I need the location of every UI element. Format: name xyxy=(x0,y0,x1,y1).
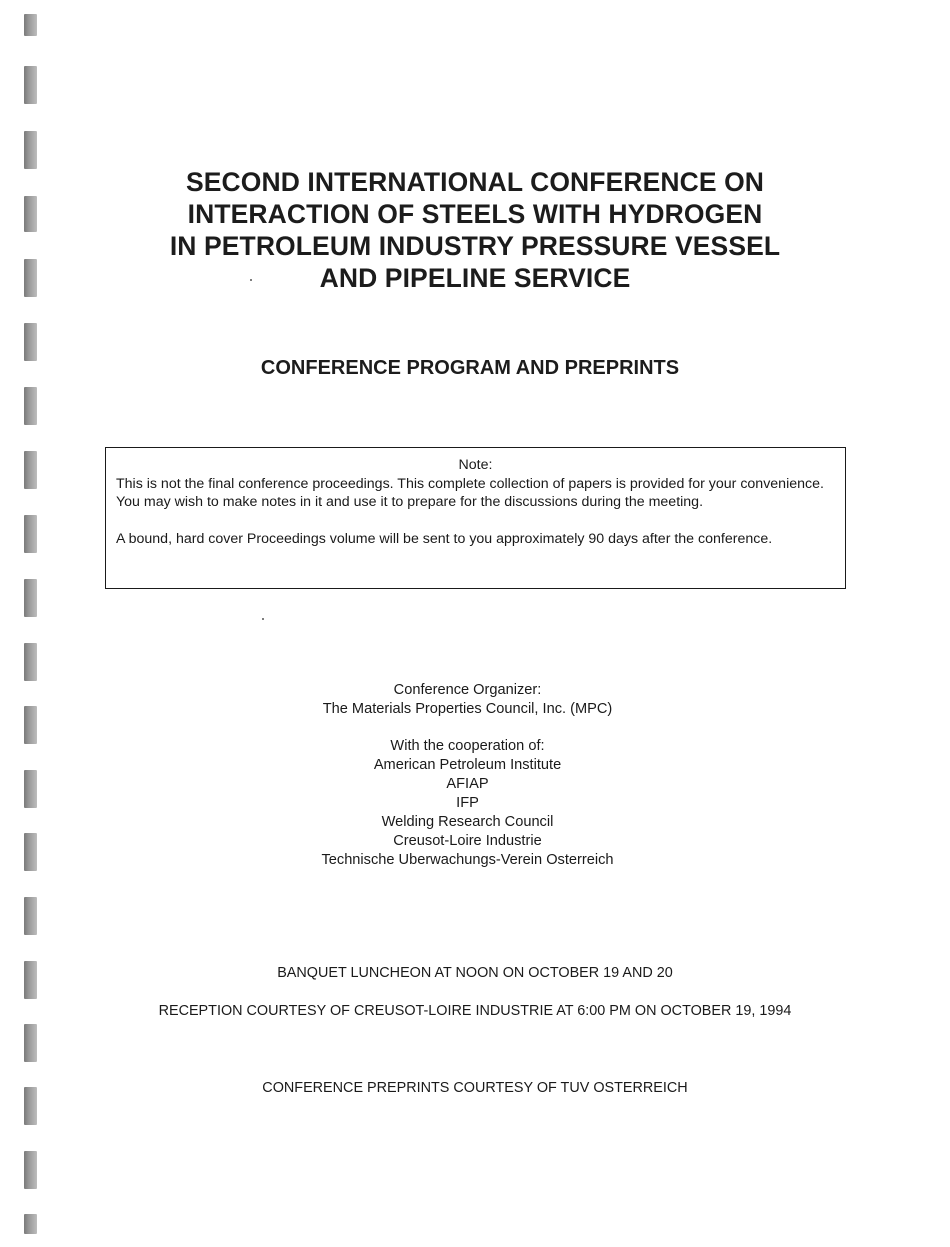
cooperation-label: With the cooperation of: xyxy=(390,738,545,754)
title-line: AND PIPELINE SERVICE xyxy=(319,263,631,293)
binding-hole xyxy=(24,196,37,232)
title-line: INTERACTION OF STEELS WITH HYDROGEN xyxy=(187,199,763,229)
binding-hole xyxy=(24,131,37,169)
cooperator-item: Creusot-Loire Industrie xyxy=(393,833,542,849)
conference-title xyxy=(130,166,820,294)
binding-hole xyxy=(24,323,37,361)
binding-hole xyxy=(24,259,37,297)
reception-notice: RECEPTION COURTESY OF CREUSOT-LOIRE INDUSTRIE AT 6:00 PM ON OCTOBER 19, 1994 xyxy=(158,1003,792,1019)
cooperator-item: AFIAP xyxy=(446,776,489,792)
binding-hole xyxy=(24,66,37,104)
title-line: IN PETROLEUM INDUSTRY PRESSURE VESSEL xyxy=(169,231,781,261)
organizer-block xyxy=(200,681,735,870)
preprints-notice: CONFERENCE PREPRINTS COURTESY OF TUV OSTERREICH xyxy=(262,1080,688,1096)
organizer-name: The Materials Properties Council, Inc. (MPC) xyxy=(322,701,613,717)
banquet-notice: BANQUET LUNCHEON AT NOON ON OCTOBER 19 AND 20 xyxy=(277,965,673,981)
binding-hole xyxy=(24,1214,37,1234)
binding-hole xyxy=(24,1151,37,1189)
note-heading: Note: xyxy=(458,457,493,473)
note-box xyxy=(105,447,846,589)
cooperator-item: American Petroleum Institute xyxy=(373,757,562,773)
binding-hole xyxy=(24,770,37,808)
scan-speck xyxy=(250,279,252,281)
binding-hole xyxy=(24,706,37,744)
program-subtitle: CONFERENCE PROGRAM AND PREPRINTS xyxy=(260,357,680,379)
binding-hole xyxy=(24,579,37,617)
cooperator-item: Technische Uberwachungs-Verein Osterreich xyxy=(321,852,614,868)
note-paragraph: A bound, hard cover Proceedings volume will be sent to you approximately 90 days after the conference. xyxy=(116,530,773,547)
binding-hole xyxy=(24,14,37,36)
cooperator-item: Welding Research Council xyxy=(381,814,554,830)
binding-hole xyxy=(24,1024,37,1062)
title-line: SECOND INTERNATIONAL CONFERENCE ON xyxy=(185,167,765,197)
binding-hole xyxy=(24,833,37,871)
binding-holes xyxy=(24,0,40,1247)
scan-speck xyxy=(262,618,264,620)
binding-hole xyxy=(24,643,37,681)
binding-hole xyxy=(24,1087,37,1125)
binding-hole xyxy=(24,897,37,935)
cooperator-item: IFP xyxy=(456,795,479,811)
note-paragraph: This is not the final conference proceedings. This complete collection of papers is provided for your convenience. You may wish to make notes in it and use it to prepare for the discussions during the meeting. xyxy=(116,475,824,510)
binding-hole xyxy=(24,515,37,553)
binding-hole xyxy=(24,451,37,489)
organizer-label: Conference Organizer: xyxy=(393,682,542,698)
binding-hole xyxy=(24,387,37,425)
binding-hole xyxy=(24,961,37,999)
